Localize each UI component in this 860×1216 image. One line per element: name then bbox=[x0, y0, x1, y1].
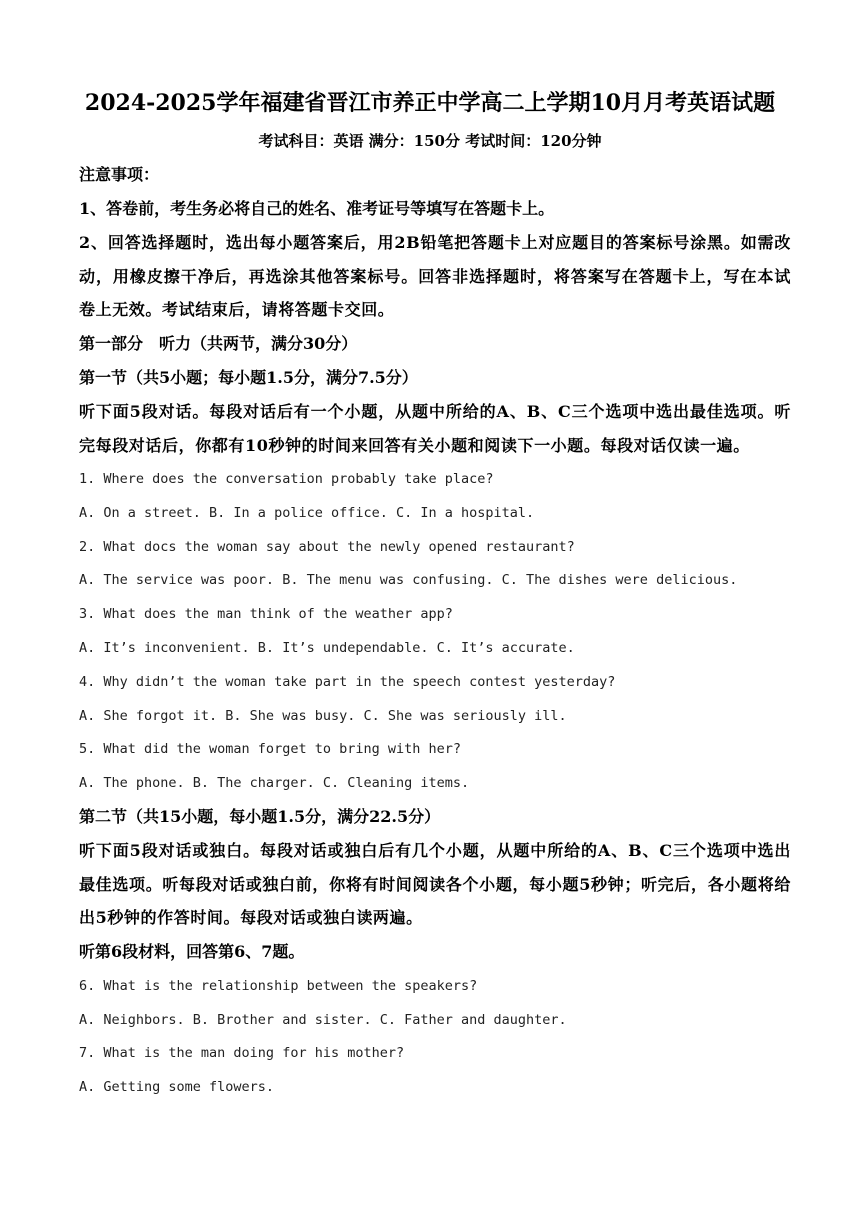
question-5: 5. What did the woman forget to bring with her? bbox=[79, 741, 462, 757]
question-5-options: A. The phone. B. The charger. C. Cleaning items. bbox=[79, 775, 470, 791]
notice-heading: 注意事项： bbox=[79, 165, 160, 184]
section2-heading: 第二节（共15小题，每小题1.5分，满分22.5分） bbox=[79, 807, 441, 826]
section1-heading: 第一节（共5小题；每小题1.5分，满分7.5分） bbox=[79, 368, 418, 387]
question-2-options: A. The service was poor. B. The menu was confusing. C. The dishes were delicious. bbox=[79, 572, 738, 588]
question-7-option-a: A. Getting some flowers. bbox=[79, 1079, 275, 1095]
section1-instructions: 听下面5段对话。每段对话后有一个小题，从题中所给的A、B、C三个选项中选出最佳选项。听完每段对话后，你都有10秒钟的时间来回答有关小题和阅读下一小题。每段对话仅读一遍。 bbox=[79, 402, 791, 455]
question-3: 3. What does the man think of the weather app? bbox=[79, 606, 453, 622]
material-6-heading: 听第6段材料，回答第6、7题。 bbox=[79, 942, 305, 961]
question-1: 1. Where does the conversation probably take place? bbox=[79, 471, 494, 487]
notice-item-1: 1、答卷前，考生务必将自己的姓名、准考证号等填写在答题卡上。 bbox=[79, 199, 555, 218]
question-4-options: A. She forgot it. B. She was busy. C. She was seriously ill. bbox=[79, 708, 567, 724]
question-4: 4. Why didn’t the woman take part in the speech contest yesterday? bbox=[79, 674, 616, 690]
section2-instructions: 听下面5段对话或独白。每段对话或独白后有几个小题，从题中所给的A、B、C三个选项中选出最佳选项。听每段对话或独白前，你将有时间阅读各个小题，每小题5秒钟；听完后，各小题将给出5秒钟的作答时间。每段对话或独白读两遍。 bbox=[79, 841, 791, 927]
exam-info: 考试科目：英语 满分：150分 考试时间：120分钟 bbox=[258, 132, 602, 150]
part1-heading: 第一部分 听力（共两节，满分30分） bbox=[79, 334, 358, 353]
notice-item-2: 2、回答选择题时，选出每小题答案后，用2B铅笔把答题卡上对应题目的答案标号涂黑。如需改动，用橡皮擦干净后，再选涂其他答案标号。回答非选择题时，将答案写在答题卡上，写在本试卷上无效。考试结束后，请将答题卡交回。 bbox=[79, 233, 791, 319]
question-7: 7. What is the man doing for his mother? bbox=[79, 1045, 405, 1061]
page-title: 2024-2025学年福建省晋江市养正中学高二上学期10月月考英语试题 bbox=[84, 90, 776, 116]
question-6: 6. What is the relationship between the speakers? bbox=[79, 978, 478, 994]
question-6-options: A. Neighbors. B. Brother and sister. C. Father and daughter. bbox=[79, 1012, 567, 1028]
question-3-options: A. It’s inconvenient. B. It’s undependable. C. It’s accurate. bbox=[79, 640, 575, 656]
question-1-options: A. On a street. B. In a police office. C. In a hospital. bbox=[79, 505, 535, 521]
question-2: 2. What docs the woman say about the newly opened restaurant? bbox=[79, 539, 575, 555]
